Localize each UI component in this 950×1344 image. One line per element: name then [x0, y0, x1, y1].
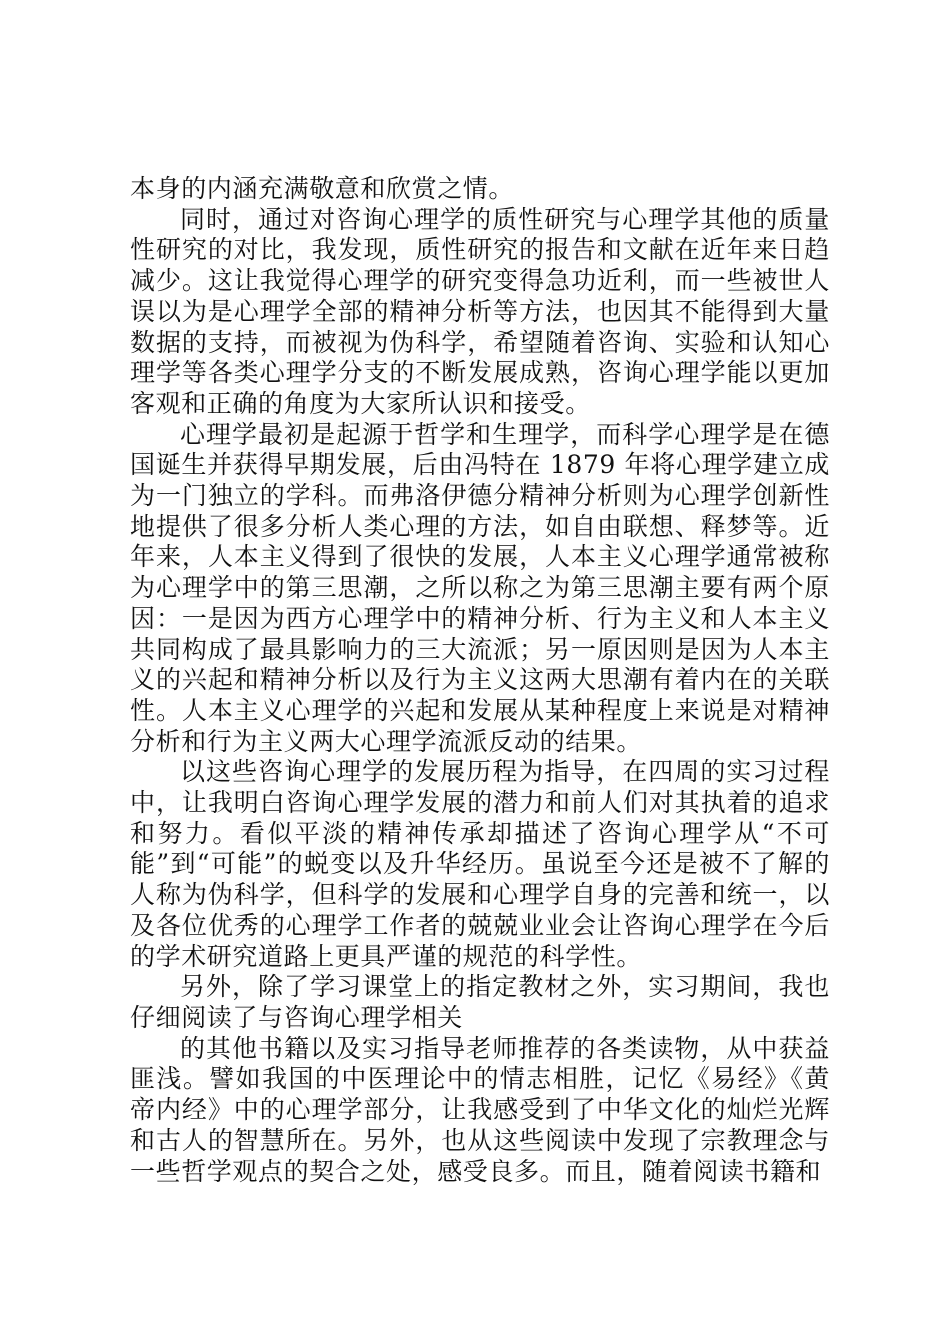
paragraph-reading-details: 的其他书籍以及实习指导老师推荐的各类读物，从中获益匪浅。譬如我国的中医理论中的情志相胜，记忆《易经》《黄帝内经》中的心理学部分，让我感受到了中华文化的灿烂光辉和古人的智慧所在。另外，也从这些阅读中发现了宗教理念与一些哲学观点的契合之处，感受良多。而且，随着阅读书籍和 [130, 1033, 830, 1186]
paragraph-psychology-history: 心理学最初是起源于哲学和生理学，而科学心理学是在德国诞生并获得早期发展，后由冯特在 1879 年将心理学建立成为一门独立的学科。而弗洛伊德分精神分析则为心理学创新性地提供了很多分析人类心理的方法，如自由联想、释梦等。近年来，人本主义得到了很快的发展，人本主义心理学通常被称为心理学中的第三思潮，之所以称之为第三思潮主要有两个原因：一是因为西方心理学中的精神分析、行为主义和人本主义共同构成了最具影响力的三大流派；另一原因则是因为人本主义的兴起和精神分析以及行为主义这两大思潮有着内在的关联性。人本主义心理学的兴起和发展从某种程度上来说是对精神分析和行为主义两大心理学流派反动的结果。 [130, 419, 830, 756]
paragraph-continuation: 本身的内涵充满敬意和欣赏之情。 [130, 174, 515, 203]
paragraph-internship-reflection: 以这些咨询心理学的发展历程为指导，在四周的实习过程中，让我明白咨询心理学发展的潜力和前人们对其执着的追求和努力。看似平淡的精神传承却描述了咨询心理学从“不可能”到“可能”的蜕变以及升华经历。虽说至今还是被不了解的人称为伪科学，但科学的发展和心理学自身的完善和统一，以及各位优秀的心理学工作者的兢兢业业会让咨询心理学在今后的学术研究道路上更具严谨的规范的科学性。 [130, 757, 830, 971]
paragraph-reading-intro: 另外，除了学习课堂上的指定教材之外，实习期间，我也仔细阅读了与咨询心理学相关 [130, 972, 830, 1032]
body-text [130, 174, 830, 1187]
paragraph-qualitative-research: 同时，通过对咨询心理学的质性研究与心理学其他的质量性研究的对比，我发现，质性研究的报告和文献在近年来日趋减少。这让我觉得心理学的研究变得急功近利，而一些被世人误以为是心理学全部的精神分析等方法，也因其不能得到大量数据的支持，而被视为伪科学，希望随着咨询、实验和认知心理学等各类心理学分支的不断发展成熟，咨询心理学能以更加客观和正确的角度为大家所认识和接受。 [130, 204, 830, 418]
